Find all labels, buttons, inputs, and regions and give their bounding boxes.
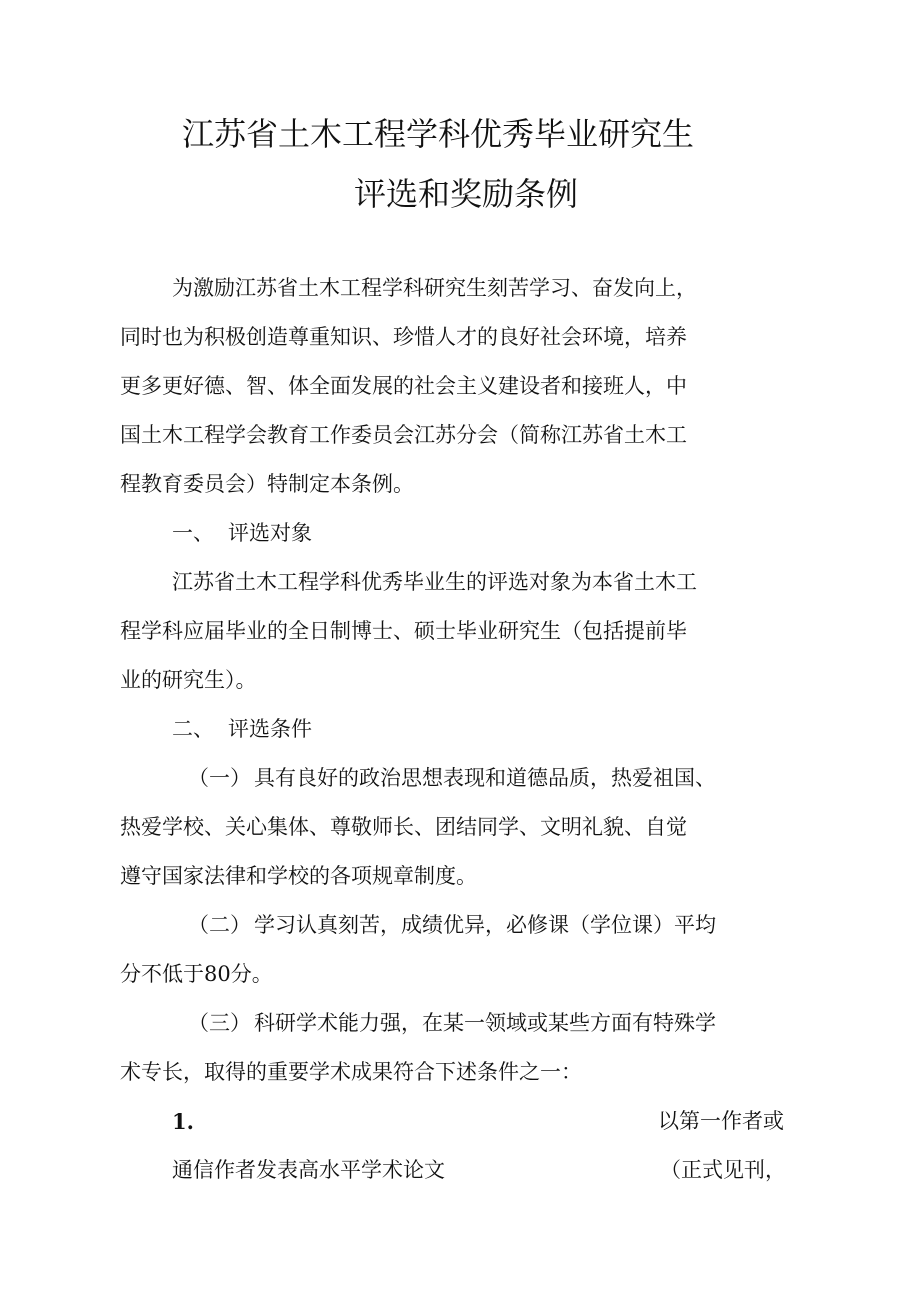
intro-line: 程教育委员会）特制定本条例。 [120,472,414,496]
condition-item-1-text: 具有良好的政治思想表现和道德品质，热爱祖国、 [254,766,716,790]
section-2-number: 二、 [172,717,214,741]
condition-item-2-line: 分不低于80分。 [120,962,273,986]
condition-item-2 [188,915,716,936]
condition-item-3-text: 科研学术能力强，在某一领域或某些方面有特殊学 [254,1011,716,1035]
intro-line: 国土木工程学会教育工作委员会江苏分会（简称江苏省土木工 [120,423,687,447]
intro-line: 同时也为积极创造尊重知识、珍惜人才的良好社会环境，培养 [120,325,687,349]
document-title-line-2: 评选和奖励条例 [354,175,579,213]
section-2-heading [172,719,312,740]
sub-condition-1-number: 1. [172,1109,194,1134]
condition-item-3-number: （三） [188,1011,251,1035]
document-title-line-1: 江苏省土木工程学科优秀毕业研究生 [182,115,695,153]
section-1-line: 业的研究生）。 [120,668,257,692]
intro-line: 更多更好德、智、体全面发展的社会主义建设者和接班人，中 [120,374,687,398]
condition-item-1-line: 遵守国家法律和学校的各项规章制度。 [120,864,477,888]
condition-item-2-number: （二） [188,913,251,937]
sub-condition-1-line-2-left: 通信作者发表高水平学术论文 [172,1158,445,1182]
condition-item-2-text: 学习认真刻苦，成绩优异，必修课（学位课）平均 [254,913,716,937]
condition-item-3-line: 术专长，取得的重要学术成果符合下述条件之一： [120,1060,582,1084]
section-1-line: 程学科应届毕业的全日制博士、硕士毕业研究生（包括提前毕 [120,619,687,643]
intro-line: 为激励江苏省土木工程学科研究生刻苦学习、奋发向上， [172,276,697,300]
section-1-line: 江苏省土木工程学科优秀毕业生的评选对象为本省土木工 [172,570,697,594]
section-1-title: 评选对象 [228,521,312,545]
section-2-title: 评选条件 [228,717,312,741]
condition-item-1-line: 热爱学校、关心集体、尊敬师长、团结同学、文明礼貌、自觉 [120,815,687,839]
condition-item-3 [188,1013,716,1034]
sub-condition-1-text-right: 以第一作者或 [658,1109,784,1133]
sub-condition-1-line-2-right: （正式见刊， [660,1158,786,1182]
section-1-heading [172,523,312,544]
section-1-number: 一、 [172,521,214,545]
condition-item-1-number: （一） [188,766,251,790]
condition-item-1 [188,768,716,789]
